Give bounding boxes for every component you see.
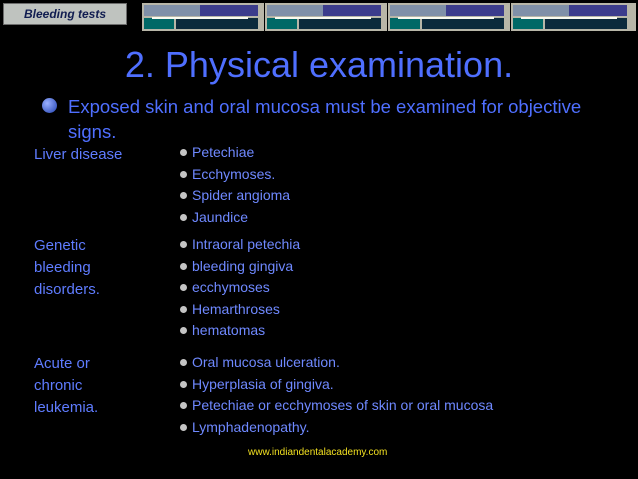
list-item: Hyperplasia of gingiva. bbox=[179, 374, 493, 396]
list-item: Oral mucosa ulceration. bbox=[179, 352, 493, 374]
list-item: ecchymoses bbox=[179, 277, 300, 299]
sign-list bbox=[179, 352, 493, 438]
footer-url: www.indiandentalacademy.com bbox=[248, 447, 388, 458]
intro-paragraph bbox=[42, 94, 602, 144]
list-item: Intraoral petechia bbox=[179, 234, 300, 256]
list-item: Ecchymoses. bbox=[179, 164, 290, 186]
intro-text: Exposed skin and oral mucosa must be examined for objective signs. bbox=[68, 96, 582, 142]
section-tag: Bleeding tests bbox=[3, 3, 127, 25]
list-item: Petechiae bbox=[179, 142, 290, 164]
decorative-banner-block bbox=[265, 3, 387, 31]
list-item: Lymphadenopathy. bbox=[179, 417, 493, 439]
decorative-banner-block bbox=[388, 3, 510, 31]
category-label: Genetic bleeding disorders. bbox=[34, 237, 100, 298]
decorative-banner-block bbox=[511, 3, 636, 31]
bullet-icon bbox=[42, 98, 57, 113]
list-item: Spider angioma bbox=[179, 185, 290, 207]
list-item: Jaundice bbox=[179, 207, 290, 229]
sign-list bbox=[179, 142, 290, 228]
slide-title: 2. Physical examination. bbox=[124, 44, 514, 85]
list-item: bleeding gingiva bbox=[179, 256, 300, 278]
category-label: Acute or chronic leukemia. bbox=[34, 355, 99, 416]
list-item: Petechiae or ecchymoses of skin or oral mucosa bbox=[179, 395, 493, 417]
sign-list bbox=[179, 234, 300, 342]
list-item: Hemarthroses bbox=[179, 299, 300, 321]
category-label: Liver disease bbox=[34, 146, 123, 163]
decorative-banner-block bbox=[142, 3, 264, 31]
list-item: hematomas bbox=[179, 320, 300, 342]
